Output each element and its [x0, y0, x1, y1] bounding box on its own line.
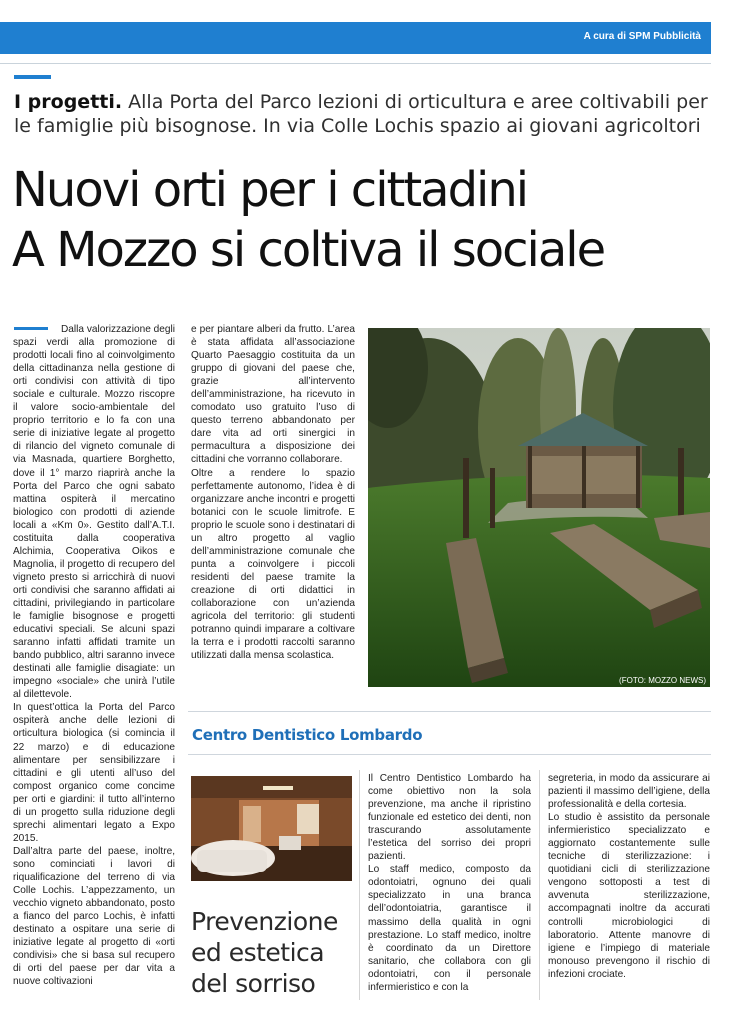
ad-column-divider: [539, 770, 540, 1000]
ad-paragraph: segreteria, in modo da assicurare ai pazienti il massimo dell’igiene, della professionalità e della cortesia.: [548, 773, 710, 811]
headline-line-2: A Mozzo si coltiva il sociale: [12, 222, 605, 278]
subheadline: [14, 90, 714, 138]
article-column-1: [13, 323, 175, 988]
article-paragraph: e per piantare alberi da frutto. L’area è stata affidata all’associazione Quarto Paesaggio costituita da un gruppo di giovani del paese che, grazie all’intervento dell’amministrazione, ha ricevuto in comodato uso gratuito l’uso di questo terreno abbandonato per dare vita ad orti sinergici in permacultura a disposizione dei cittadini che vorranno collaborare.: [191, 324, 355, 466]
headline-line-1: Nuovi orti per i cittadini: [12, 162, 528, 218]
publisher-credit: A cura di SPM Pubblicità: [583, 31, 701, 42]
ad-column-1: [368, 772, 531, 994]
ad-title-line-1: Prevenzione: [191, 907, 338, 936]
top-banner: [0, 22, 711, 54]
clinic-photo-image: [191, 776, 352, 881]
park-photo-image: [368, 328, 710, 687]
ad-paragraph: Lo studio è assistito da personale infermieristico specializzato e aggiornato costantemente sulle tecniche di sterilizzazione: i quotidiani cicli di sterilizzazione vengono sottoposti a test di avvenuta sterilizzazione, accompagnati inoltre da accurati controlli microbiologici di laboratorio. Attente manovre di igiene e l’impiego di materiale monouso prevengono il rischio di infezioni crociate.: [548, 812, 710, 980]
article-paragraph: In quest’ottica la Porta del Parco ospiterà anche delle lezioni di orticultura biologica (si comincia il 22 marzo) e di educazione alimentare per sensibilizzare i cittadini e gli utenti all’uso del compost organico come concime per orti e giardini: il tutto all’interno di un progetto sulla riduzione degli sprechi alimentari legato a Expo 2015.: [13, 702, 175, 844]
section-divider: [188, 711, 711, 712]
article-paragraph: Dalla valorizzazione degli spazi verdi alla promozione di prodotti locali fino al coinvolgimento della cittadinanza nella gestione di orti condivisi con attività di tipo sociale e culturale. Mozzo riscopre il valore socio-ambientale del proprio territorio e lo fa con una serie di iniziative legate al progetto di rilancio del vigneto comunale di via Masnada, quartiere Borghetto, dove il 1° marzo riaprirà anche la Porta del Parco che ogni sabato mattina ospiterà il mercatino biologico con prodotti di aziende locali a «Km 0». Gestito dall’A.T.I. costituita dalla cooperativa Alchimia, Cooperativa Oikos e Magnolia, il progetto di recupero del vigneto presto si arricchirà di nuovi orti condivisi che saranno affidati ai cittadini, privilegiando in particolare le famiglie bisognose e progetti educativi speciali. Se alcuni spazi saranno infatti affidati tramite un bando pubblico, altri saranno invece destinati alle famiglie disagiate: un impegno «sociale» che unirà l’utile al dilettevole.: [13, 324, 175, 701]
article-paragraph: Oltre a rendere lo spazio perfettamente autonomo, l’idea è di organizzare anche incontri e progetti botanici con le scuole limitrofe. E proprio le scuole sono i destinatari di un altro progetto al vaglio dell’amministrazione comunale che punta a coinvolgere i piccoli residenti del paese tramite la creazione di orti didattici in collaborazione con un’azienda agricola del territorio: gli studenti potranno quindi imparare a coltivare la terra e i prodotti raccolti saranno utilizzati dalla mensa scolastica.: [191, 467, 355, 662]
clinic-photo: [191, 776, 352, 881]
subhead-kicker: I progetti.: [14, 91, 123, 113]
subhead-text: Alla Porta del Parco lezioni di orticultura e aree coltivabili per le famiglie più bisognose. In via Colle Lochis spazio ai giovani agricoltori: [14, 91, 708, 137]
ad-brand-rule: [188, 754, 711, 755]
ad-column-divider: [359, 770, 360, 1000]
article-column-2: [191, 323, 355, 662]
ad-title-line-3: del sorriso: [191, 969, 316, 998]
ad-column-2: [548, 772, 710, 981]
ad-title-line-2: ed estetica: [191, 938, 325, 967]
ad-brand-name: Centro Dentistico Lombardo: [192, 726, 423, 744]
ad-paragraph: Lo staff medico, composto da odontoiatri, ognuno dei quali specializzato in una branca dell’odontoiatria, garantisce il massimo della qualità in ogni prestazione. Lo staff medico, inoltre è coordinato da un Direttore sanitario, che collabora con gli odontoiatri, con il personale infermieristico e con la: [368, 864, 531, 993]
ad-title: [191, 906, 338, 999]
subhead-accent-bar: [14, 75, 51, 79]
photo-credit: (FOTO: MOZZO NEWS): [619, 676, 706, 685]
headline: [12, 160, 604, 280]
article-paragraph: Dall’altra parte del paese, inoltre, sono cominciati i lavori di riqualificazione del terreno di via Colle Lochis. L’appezzamento, un vecchio vigneto abbandonato, posto a fianco del parco Lochis, è infatti destinato a ospitare una serie di iniziative legate al progetto di «orti condivisi» che si basa sul recupero di orti del paese per dar vita a nuove coltivazioni: [13, 845, 175, 988]
header-rule: [0, 63, 711, 64]
ad-paragraph: Il Centro Dentistico Lombardo ha come obiettivo non la sola prevenzione, ma anche il ripristino funzionale ed estetico dei denti, non trascurando assolutamente l’estetica del sorriso dei propri pazienti.: [368, 773, 531, 863]
park-photo: [368, 328, 710, 687]
